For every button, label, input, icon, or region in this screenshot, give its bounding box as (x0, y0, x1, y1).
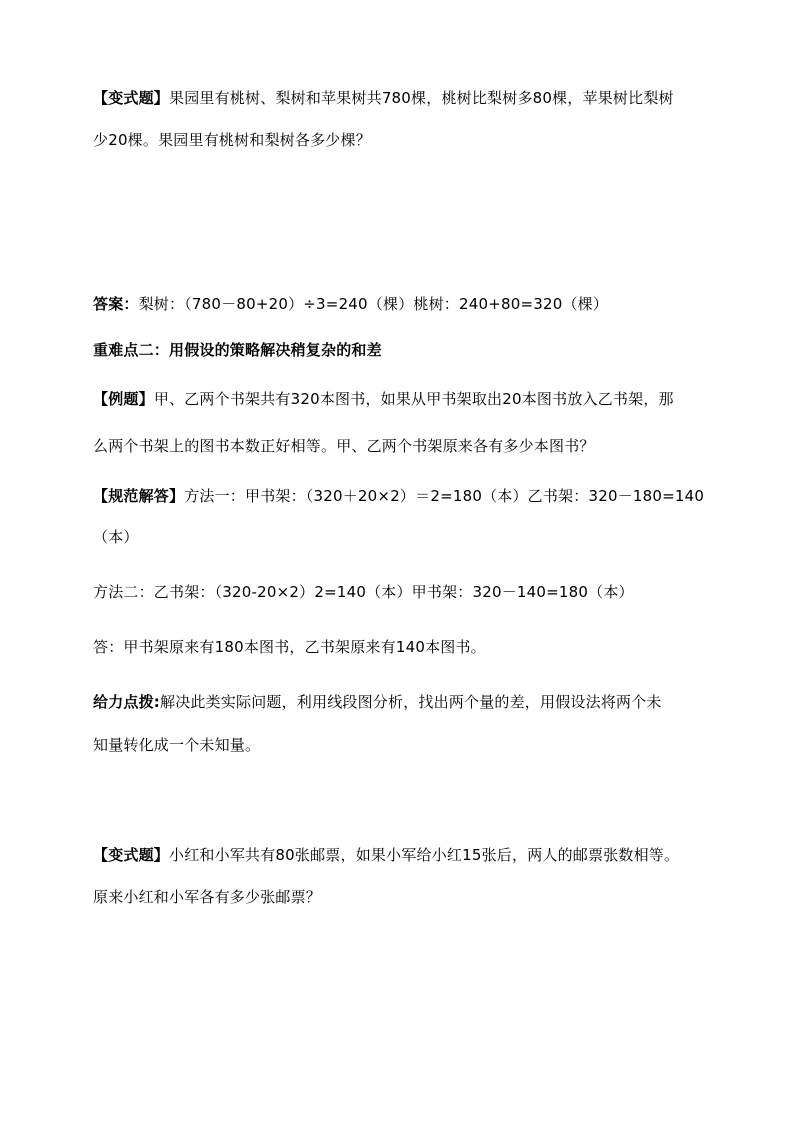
tip-text-1: 解决此类实际问题，利用线段图分析，找出两个量的差，用假设法将两个未 (160, 693, 662, 711)
answer-line (93, 294, 608, 314)
tip-label: 给力点拨: (93, 693, 160, 711)
tip-line2: 知量转化成一个未知量。 (93, 736, 261, 754)
solution-line2: （本） (93, 528, 139, 546)
variant1-text-1: 果园里有桃树、梨树和苹果树共780棵，桃树比梨树多80棵，苹果树比梨树 (169, 89, 674, 107)
key-point-title: 重难点二：用假设的策略解决稍复杂的和差 (93, 341, 382, 359)
variant2-line2: 原来小红和小军各有多少张邮票？ (93, 888, 322, 906)
example-line2: 么两个书架上的图书本数正好相等。甲、乙两个书架原来各有多少本图书？ (93, 437, 595, 455)
solution-tag: 【规范解答】 (93, 487, 185, 505)
variant2-tag: 【变式题】 (93, 846, 170, 864)
solution-text-1: 方法一：甲书架：（320＋20×2）＝2=180（本）乙书架：320－180=140 (184, 487, 705, 505)
variant2-line1 (93, 845, 679, 865)
answer-text: 梨树：（780－80+20）÷3=240（棵）桃树：240+80=320（棵） (138, 295, 609, 313)
variant1-line2: 少20棵。果园里有桃树和梨树各多少棵？ (93, 131, 371, 149)
variant2-text-1: 小红和小军共有80张邮票，如果小军给小红15张后，两人的邮票张数相等。 (169, 846, 680, 864)
solution-line1 (93, 486, 704, 506)
variant1-tag: 【变式题】 (93, 89, 170, 107)
tip-line1 (93, 692, 662, 712)
answer-label: 答案： (93, 295, 139, 313)
solution-conclusion: 答：甲书架原来有180本图书，乙书架原来有140本图书。 (93, 638, 486, 656)
example-tag: 【例题】 (93, 390, 154, 408)
example-text-1: 甲、乙两个书架共有320本图书，如果从甲书架取出20本图书放入乙书架，那 (153, 390, 674, 408)
solution-method2: 方法二：乙书架：（320-20×2）2=140（本）甲书架：320－140=180（本） (93, 583, 634, 601)
example-line1 (93, 389, 674, 409)
variant1-line1 (93, 88, 674, 108)
